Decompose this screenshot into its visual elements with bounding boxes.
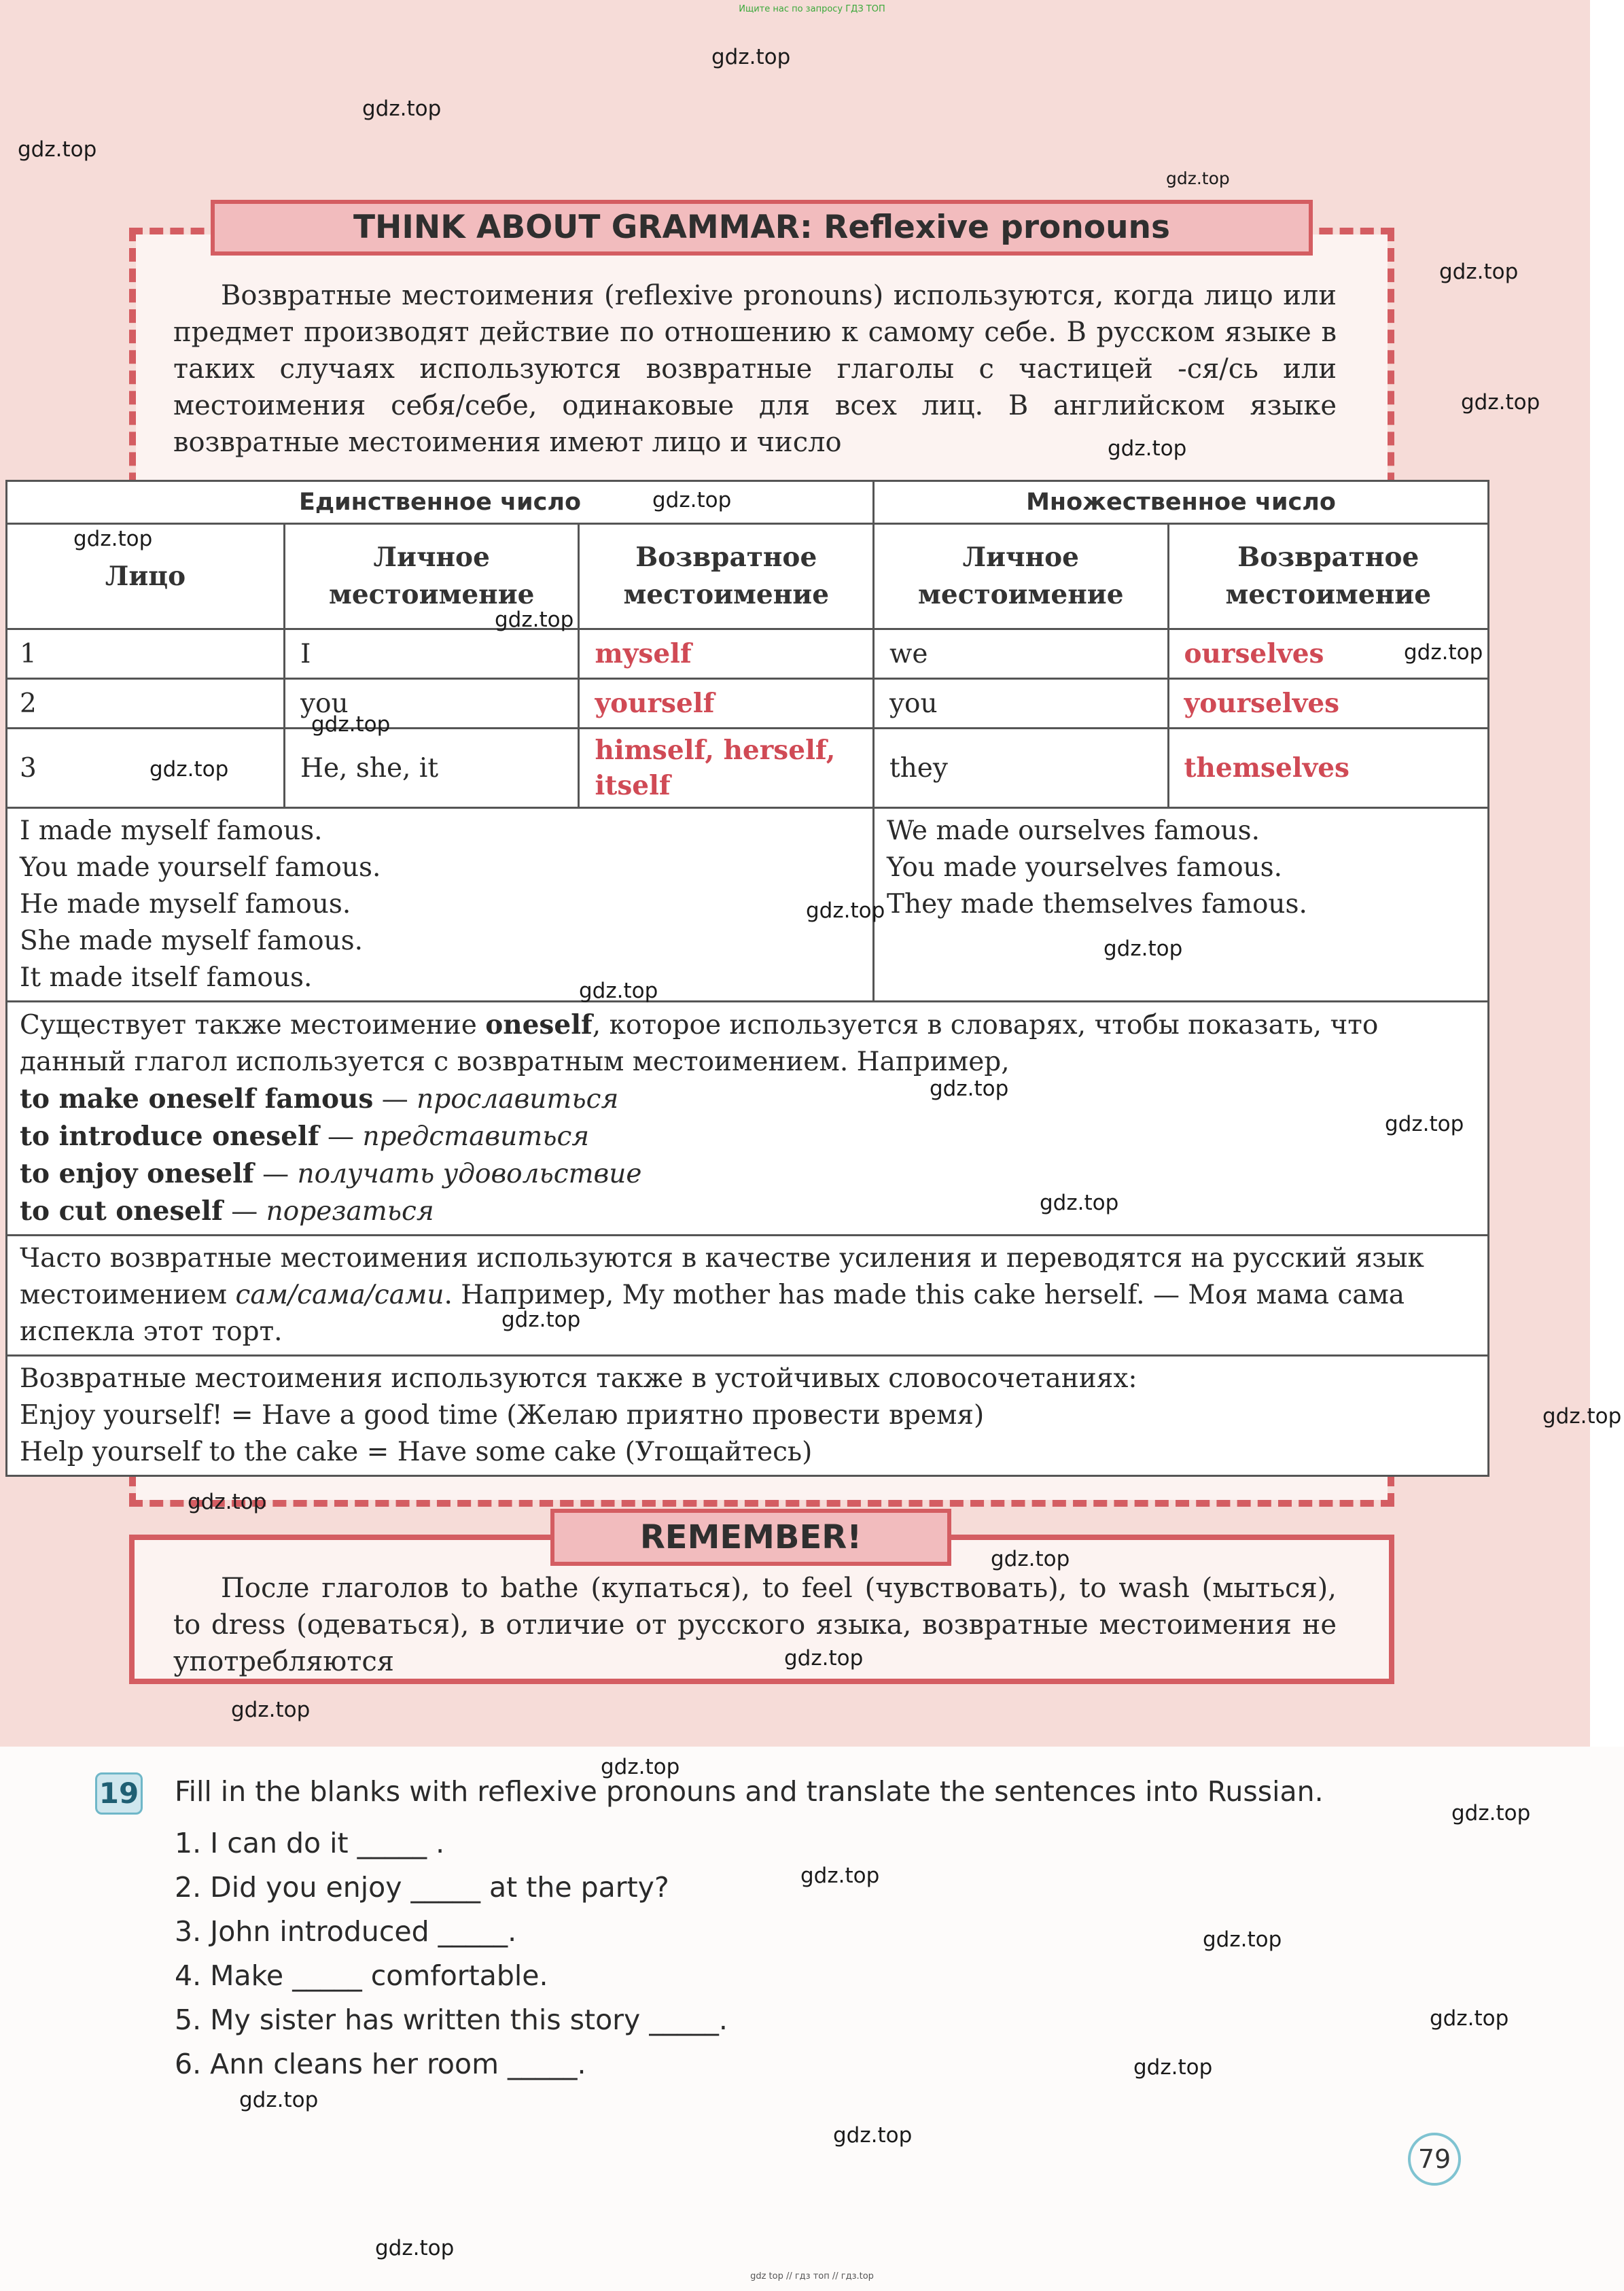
pl-personal-header: Личное местоимение <box>874 524 1169 629</box>
sg-personal-cell: He, she, it <box>284 729 579 808</box>
example-line: It made itself famous. <box>20 962 313 993</box>
pl-reflexive-cell: themselves <box>1168 729 1488 808</box>
phrases-line: Enjoy yourself! = Have a good time (Желаю приятно провести время) <box>20 1400 985 1431</box>
watermark: gdz.top <box>1461 390 1540 415</box>
watermark: gdz.top <box>1451 1801 1531 1825</box>
phrases-note <box>7 1356 1489 1476</box>
exercise-item: 5. My sister has written this story _____. <box>175 2004 728 2036</box>
watermark: gdz.top <box>495 608 574 632</box>
watermark: gdz.top <box>231 1698 311 1722</box>
exercise-number: 19 <box>95 1772 143 1815</box>
watermark: gdz.top <box>18 137 97 162</box>
examples-singular <box>7 808 874 1002</box>
oneself-intro <box>20 1007 1475 1081</box>
example-line: We made ourselves famous. <box>887 816 1260 846</box>
emphasis-note: Часто возвратные местоимения используются в качестве усиления и переводятся на русский язык местоимением сам/сама/сами. Например, My mother has made this cake herself. — Моя мама сама испекла этот торт. <box>7 1236 1489 1356</box>
oneself-row <box>7 1002 1489 1236</box>
oneself-post: , которое используется в словарях, чтобы показать, что данный глагол используется с возвратным местоимением. Например, <box>20 1010 1379 1077</box>
oneself-item: to introduce oneself — представиться <box>20 1121 590 1152</box>
watermark: gdz.top <box>800 1864 880 1888</box>
example-line: You made yourselves famous. <box>887 852 1283 883</box>
watermark: gdz.top <box>652 488 732 512</box>
watermark: gdz.top <box>833 2123 913 2148</box>
exercise-item: 4. Make _____ comfortable. <box>175 1959 548 1992</box>
watermark: gdz.top <box>784 1646 864 1671</box>
examples-plural <box>874 808 1489 1002</box>
watermark: gdz.top <box>806 898 885 923</box>
sg-reflexive-cell: himself, herself, itself <box>579 729 874 808</box>
bottom-note: gdz top // гдз топ // гдз.top <box>750 2271 874 2281</box>
exercise-item: 6. Ann cleans her room _____. <box>175 2048 586 2080</box>
grammar-intro-text: Возвратные местоимения (reflexive pronouns) используются, когда лицо или предмет производят действие по отношению к самому себе. В русском языке в таких случаях используются возвратные глаголы с частицей -ся/сь или местоимения себя/себе, одинаковые для всех лиц. В английском языке возвратные местоимения имеют лицо и число <box>173 280 1337 458</box>
pl-personal-cell: they <box>874 729 1169 808</box>
exercise-item: 2. Did you enjoy _____ at the party? <box>175 1871 669 1904</box>
plural-header: Множественное число <box>874 481 1489 524</box>
example-line: You made yourself famous. <box>20 852 381 883</box>
oneself-pre: Существует также местоимение <box>20 1010 486 1040</box>
phrases-line: Возвратные местоимения используются также в устойчивых словосочетаниях: <box>20 1363 1137 1394</box>
pl-reflexive-header: Возвратное местоимение <box>1168 524 1488 629</box>
watermark: gdz.top <box>1542 1404 1622 1429</box>
watermark: gdz.top <box>991 1547 1070 1571</box>
table-row <box>7 679 1489 729</box>
remember-text <box>173 1570 1337 1680</box>
top-note: Ищите нас по запросу ГДЗ ТОП <box>739 4 885 14</box>
watermark: gdz.top <box>149 757 229 782</box>
exercise-item: 1. I can do it _____ . <box>175 1827 445 1859</box>
watermark: gdz.top <box>1104 937 1183 961</box>
watermark: gdz.top <box>188 1490 267 1514</box>
watermark: gdz.top <box>73 527 153 551</box>
pl-personal-cell: you <box>874 679 1169 729</box>
watermark: gdz.top <box>1040 1191 1119 1215</box>
singular-header: Единственное число <box>7 481 874 524</box>
person-cell: 2 <box>7 679 285 729</box>
watermark: gdz.top <box>1166 169 1230 188</box>
pl-personal-cell: we <box>874 629 1169 679</box>
watermark: gdz.top <box>1203 1927 1282 1952</box>
page-number: 79 <box>1408 2133 1461 2186</box>
oneself-item: to make oneself famous — прославиться <box>20 1083 619 1115</box>
watermark: gdz.top <box>239 2088 319 2112</box>
phrases-row <box>7 1356 1489 1476</box>
grammar-intro <box>173 277 1337 461</box>
pl-reflexive-cell: yourselves <box>1168 679 1488 729</box>
example-line: They made themselves famous. <box>887 889 1307 920</box>
watermark: gdz.top <box>1133 2055 1213 2080</box>
watermark: gdz.top <box>1439 260 1519 284</box>
person-cell: 1 <box>7 629 285 679</box>
oneself-word: oneself <box>485 1009 593 1040</box>
watermark: gdz.top <box>711 45 791 69</box>
watermark: gdz.top <box>1385 1112 1464 1136</box>
exercise-item: 3. John introduced _____. <box>175 1915 517 1948</box>
example-line: He made myself famous. <box>20 889 351 920</box>
phrases-line: Help yourself to the cake = Have some cake (Угощайтесь) <box>20 1437 813 1467</box>
sg-personal-cell: you <box>284 679 579 729</box>
watermark: gdz.top <box>579 979 658 1003</box>
exercise-list <box>175 1821 728 2086</box>
sg-personal-cell: I <box>284 629 579 679</box>
pl-reflexive-cell: ourselves <box>1168 629 1488 679</box>
grammar-title: THINK ABOUT GRAMMAR: Reflexive pronouns <box>211 200 1313 256</box>
table-row <box>7 729 1489 808</box>
watermark: gdz.top <box>311 712 391 737</box>
reflexive-pronouns-table <box>5 480 1489 1477</box>
oneself-note <box>7 1002 1489 1236</box>
sg-reflexive-cell: myself <box>579 629 874 679</box>
watermark: gdz.top <box>375 2236 455 2260</box>
remember-title: REMEMBER! <box>550 1509 951 1566</box>
oneself-item: to cut oneself — порезаться <box>20 1195 434 1227</box>
person-cell: 3 <box>7 729 285 808</box>
watermark: gdz.top <box>501 1308 581 1332</box>
examples-row <box>7 808 1489 1002</box>
example-line: She made myself famous. <box>20 926 364 956</box>
sg-personal-header: Личное местоимение <box>284 524 579 629</box>
watermark: gdz.top <box>1404 640 1483 665</box>
example-line: I made myself famous. <box>20 816 323 846</box>
oneself-item: to enjoy oneself — получать удовольствие <box>20 1158 642 1189</box>
sg-reflexive-header: Возвратное местоимение <box>579 524 874 629</box>
table-row <box>7 629 1489 679</box>
exercise-instruction: Fill in the blanks with reflexive pronouns and translate the sentences into Russian. <box>175 1775 1324 1808</box>
emphasis-row <box>7 1236 1489 1356</box>
watermark: gdz.top <box>1108 436 1187 461</box>
watermark: gdz.top <box>1430 2006 1509 2031</box>
watermark: gdz.top <box>362 97 442 121</box>
person-header: Лицо <box>7 524 285 629</box>
remember-text-content: После глаголов to bathe (купаться), to feel (чувствовать), to wash (мыться), to dress (одеваться), в отличие от русского языка, возвратные местоимения не употребляются <box>173 1573 1337 1677</box>
watermark: gdz.top <box>930 1077 1009 1101</box>
watermark: gdz.top <box>601 1755 680 1779</box>
sg-reflexive-cell: yourself <box>579 679 874 729</box>
